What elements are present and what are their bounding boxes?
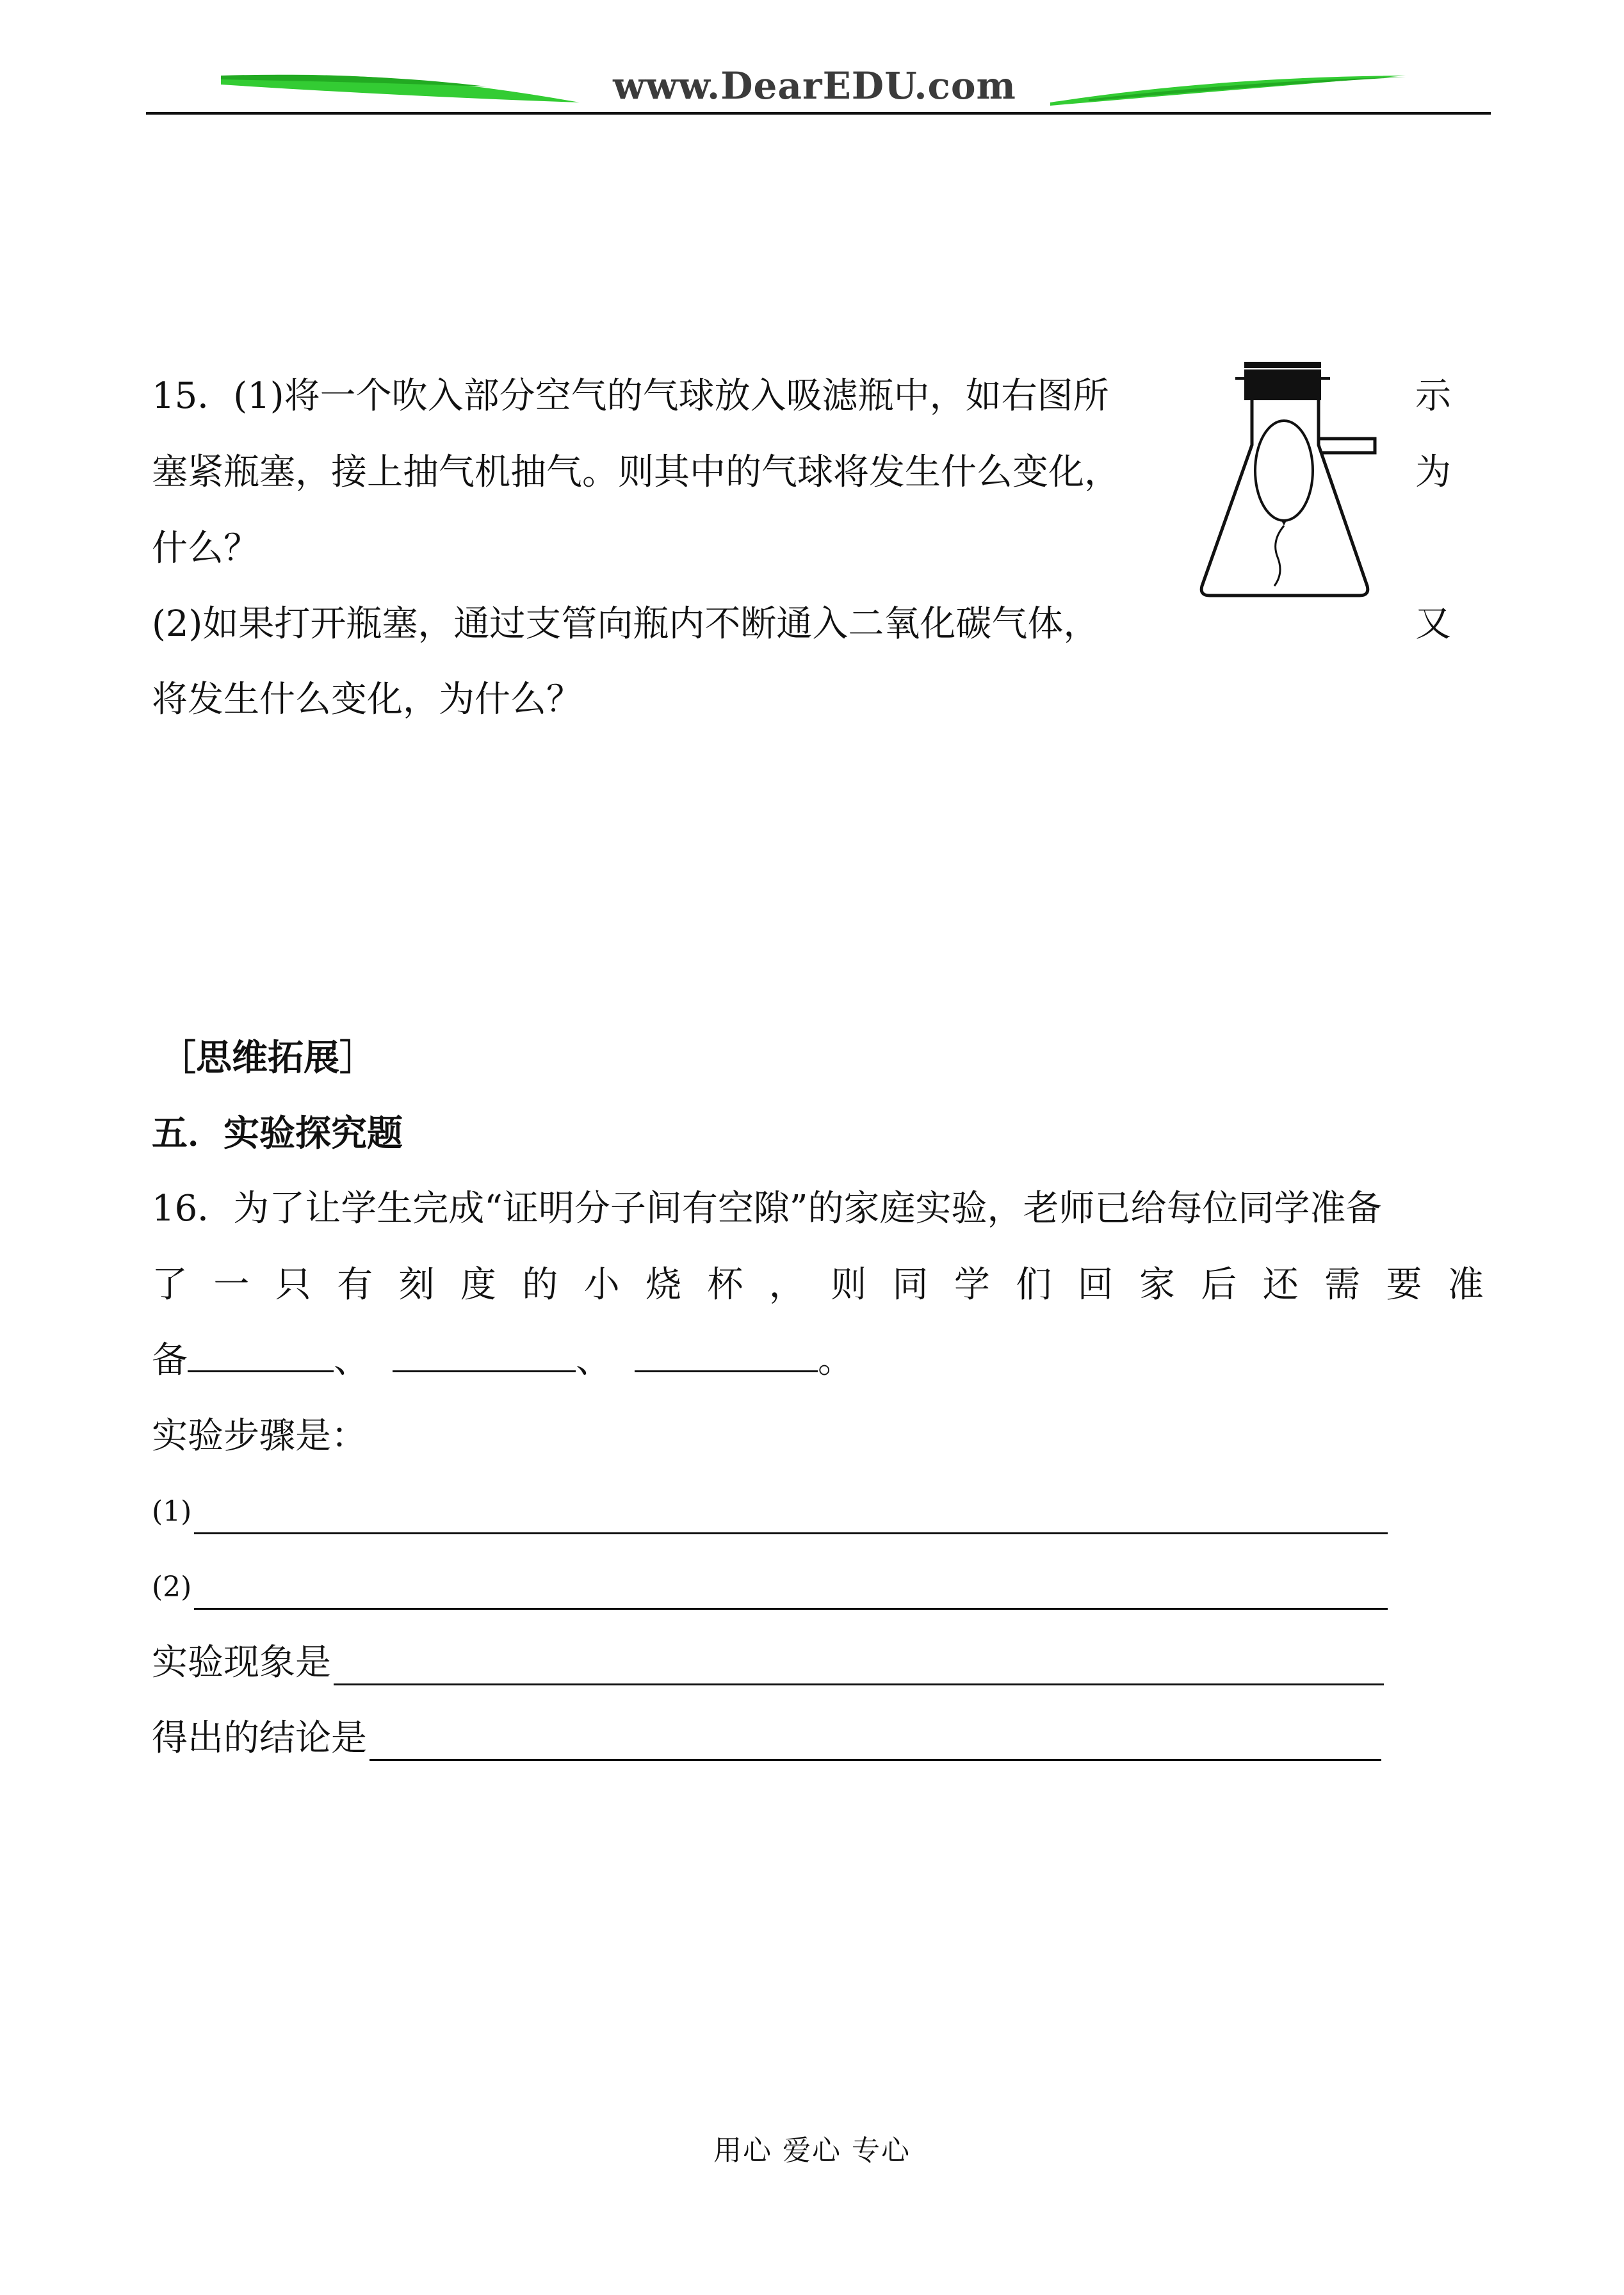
page-header xyxy=(0,0,1624,122)
flask-stopper xyxy=(1244,369,1321,400)
balloon-string xyxy=(1274,526,1284,586)
site-logo-text: www.DearEDU.com xyxy=(613,64,1016,108)
blank-item-1[interactable] xyxy=(188,1340,334,1372)
q15-line-1: 15．(1)将一个吹入部分空气的气球放入吸滤瓶中，如右图所 xyxy=(152,375,1109,417)
section-title: 五．实验探究题 xyxy=(152,1112,403,1155)
q15-line-3: 什么？ xyxy=(152,528,259,569)
steps-label: 实验步骤是： xyxy=(152,1415,367,1457)
blank-item-2[interactable] xyxy=(393,1340,576,1372)
section-heading: ［思维拓展］ xyxy=(160,1037,375,1079)
q15-line-5: 将发生什么变化，为什么？ xyxy=(152,679,582,720)
flask-body xyxy=(1201,400,1368,596)
filter-flask-diagram xyxy=(1188,355,1393,612)
conclusion-blank[interactable] xyxy=(369,1726,1381,1761)
step-2-row: (2) xyxy=(152,1565,1388,1610)
step-1-blank[interactable] xyxy=(194,1499,1388,1534)
q16-line-2: 了 一 只 有 刻 度 的 小 烧 杯 ， 则 同 学 们 回 家 后 还 需 要 准 xyxy=(152,1264,1484,1306)
q16-line-3: 备 、 、 。 xyxy=(152,1340,854,1381)
q15-line-1-end: 示 xyxy=(1415,375,1451,417)
balloon xyxy=(1255,421,1313,521)
blank-item-3[interactable] xyxy=(635,1340,818,1372)
phenomenon-blank[interactable] xyxy=(334,1650,1384,1685)
page-footer: 用心 爱心 专心 xyxy=(713,2134,911,2167)
conclusion-row: 得出的结论是 xyxy=(152,1716,1381,1761)
q15-line-2: 塞紧瓶塞，接上抽气机抽气。则其中的气球将发生什么变化， xyxy=(152,451,1120,493)
q16-line-1: 16．为了让学生完成“证明分子间有空隙”的家庭实验，老师已给每位同学准备 xyxy=(152,1188,1382,1229)
q15-line-4-end: 又 xyxy=(1415,603,1451,645)
flask-side-tube xyxy=(1319,439,1375,453)
step-1-row: (1) xyxy=(152,1489,1388,1534)
q15-line-2-end: 为 xyxy=(1415,451,1451,493)
flask-stopper-top xyxy=(1244,362,1321,368)
step-2-blank[interactable] xyxy=(194,1575,1388,1610)
phenomenon-row: 实验现象是 xyxy=(152,1641,1384,1685)
q15-line-4: (2)如果打开瓶塞，通过支管向瓶内不断通入二氧化碳气体， xyxy=(152,603,1100,645)
